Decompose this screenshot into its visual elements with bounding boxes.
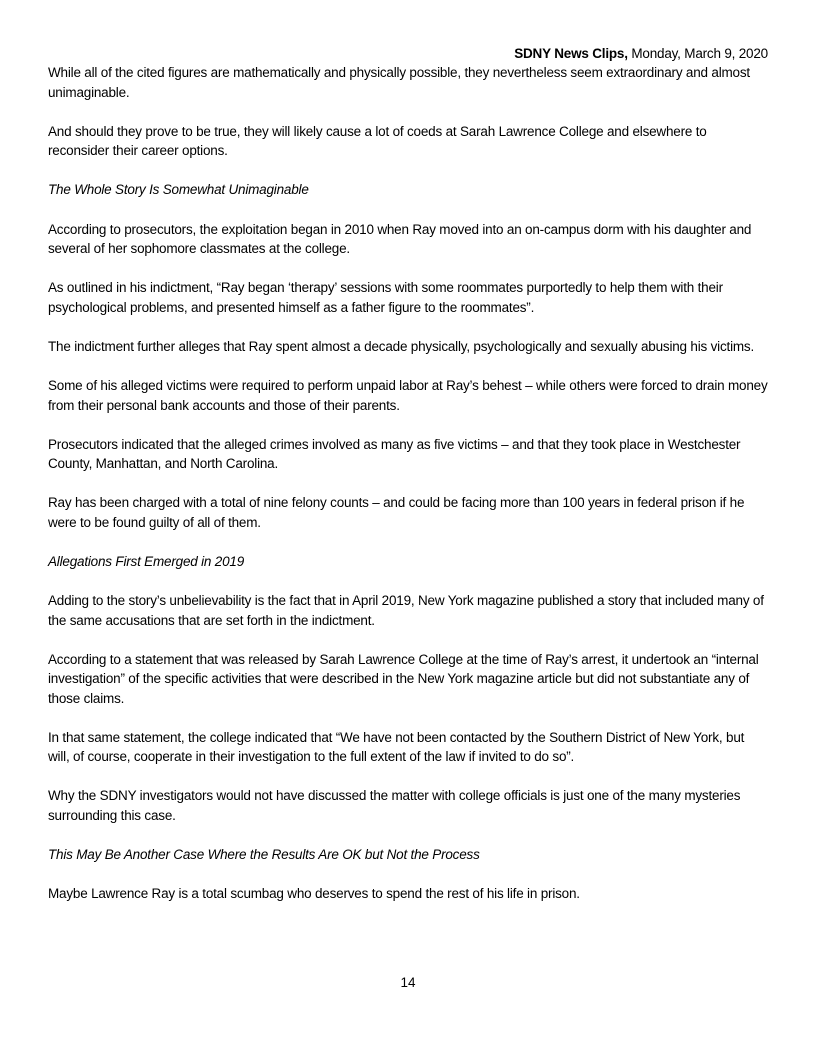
body-paragraph: And should they prove to be true, they will likely cause a lot of coeds at Sarah Lawrence College and elsewhere to reconsider their career options. xyxy=(48,123,707,159)
body-paragraph: The indictment further alleges that Ray spent almost a decade physically, psychologically and sexually abusing his victims. xyxy=(48,338,755,354)
body-paragraph: While all of the cited figures are mathematically and physically possible, they nevertheless seem extraordinary and almost unimaginable. xyxy=(48,65,750,100)
header-title: SDNY News Clips, xyxy=(514,46,628,61)
body-paragraph: Ray has been charged with a total of nine felony counts – and could be facing more than 100 years in federal prison if he were to be found guilty of all of them. xyxy=(48,495,745,530)
body-paragraph: According to a statement that was released by Sarah Lawrence College at the time of Ray’s arrest, it undertook an “internal investigation” of the specific activities that were described in the New York magazine article but did not substantiate any of those claims. xyxy=(48,651,759,706)
body-paragraph: Some of his alleged victims were required to perform unpaid labor at Ray’s behest – while others were forced to drain money from their personal bank accounts and those of their parents. xyxy=(48,378,768,413)
body-paragraph: Maybe Lawrence Ray is a total scumbag who deserves to spend the rest of his life in prison. xyxy=(48,886,580,902)
body-paragraph: According to prosecutors, the exploitation began in 2010 when Ray moved into an on-campus dorm with his daughter and several of her sophomore classmates at the college. xyxy=(48,221,752,257)
body-paragraph: Why the SDNY investigators would not have discussed the matter with college officials is just one of the many mysteries surrounding this case. xyxy=(48,788,741,823)
header-date: Monday, March 9, 2020 xyxy=(631,46,768,61)
section-heading: Allegations First Emerged in 2019 xyxy=(48,554,245,570)
page-number: 14 xyxy=(400,975,416,990)
body-paragraph: In that same statement, the college indicated that “We have not been contacted by the Southern District of New York, but will, of course, cooperate in their investigation to the full extent of the law if invited to do so”. xyxy=(48,729,745,765)
body-paragraph: Prosecutors indicated that the alleged crimes involved as many as five victims – and that they took place in Westchester County, Manhattan, and North Carolina. xyxy=(48,436,741,472)
section-heading: This May Be Another Case Where the Results Are OK but Not the Process xyxy=(48,847,480,863)
page-header xyxy=(48,44,768,63)
body-paragraph: Adding to the story’s unbelievability is the fact that in April 2019, New York magazine published a story that included many of the same accusations that are set forth in the indictment. xyxy=(48,593,764,628)
body-paragraph: As outlined in his indictment, “Ray began ‘therapy’ sessions with some roommates purportedly to help them with their psychological problems, and presented himself as a father figure to the roommates”. xyxy=(48,280,723,315)
section-heading: The Whole Story Is Somewhat Unimaginable xyxy=(48,182,309,198)
